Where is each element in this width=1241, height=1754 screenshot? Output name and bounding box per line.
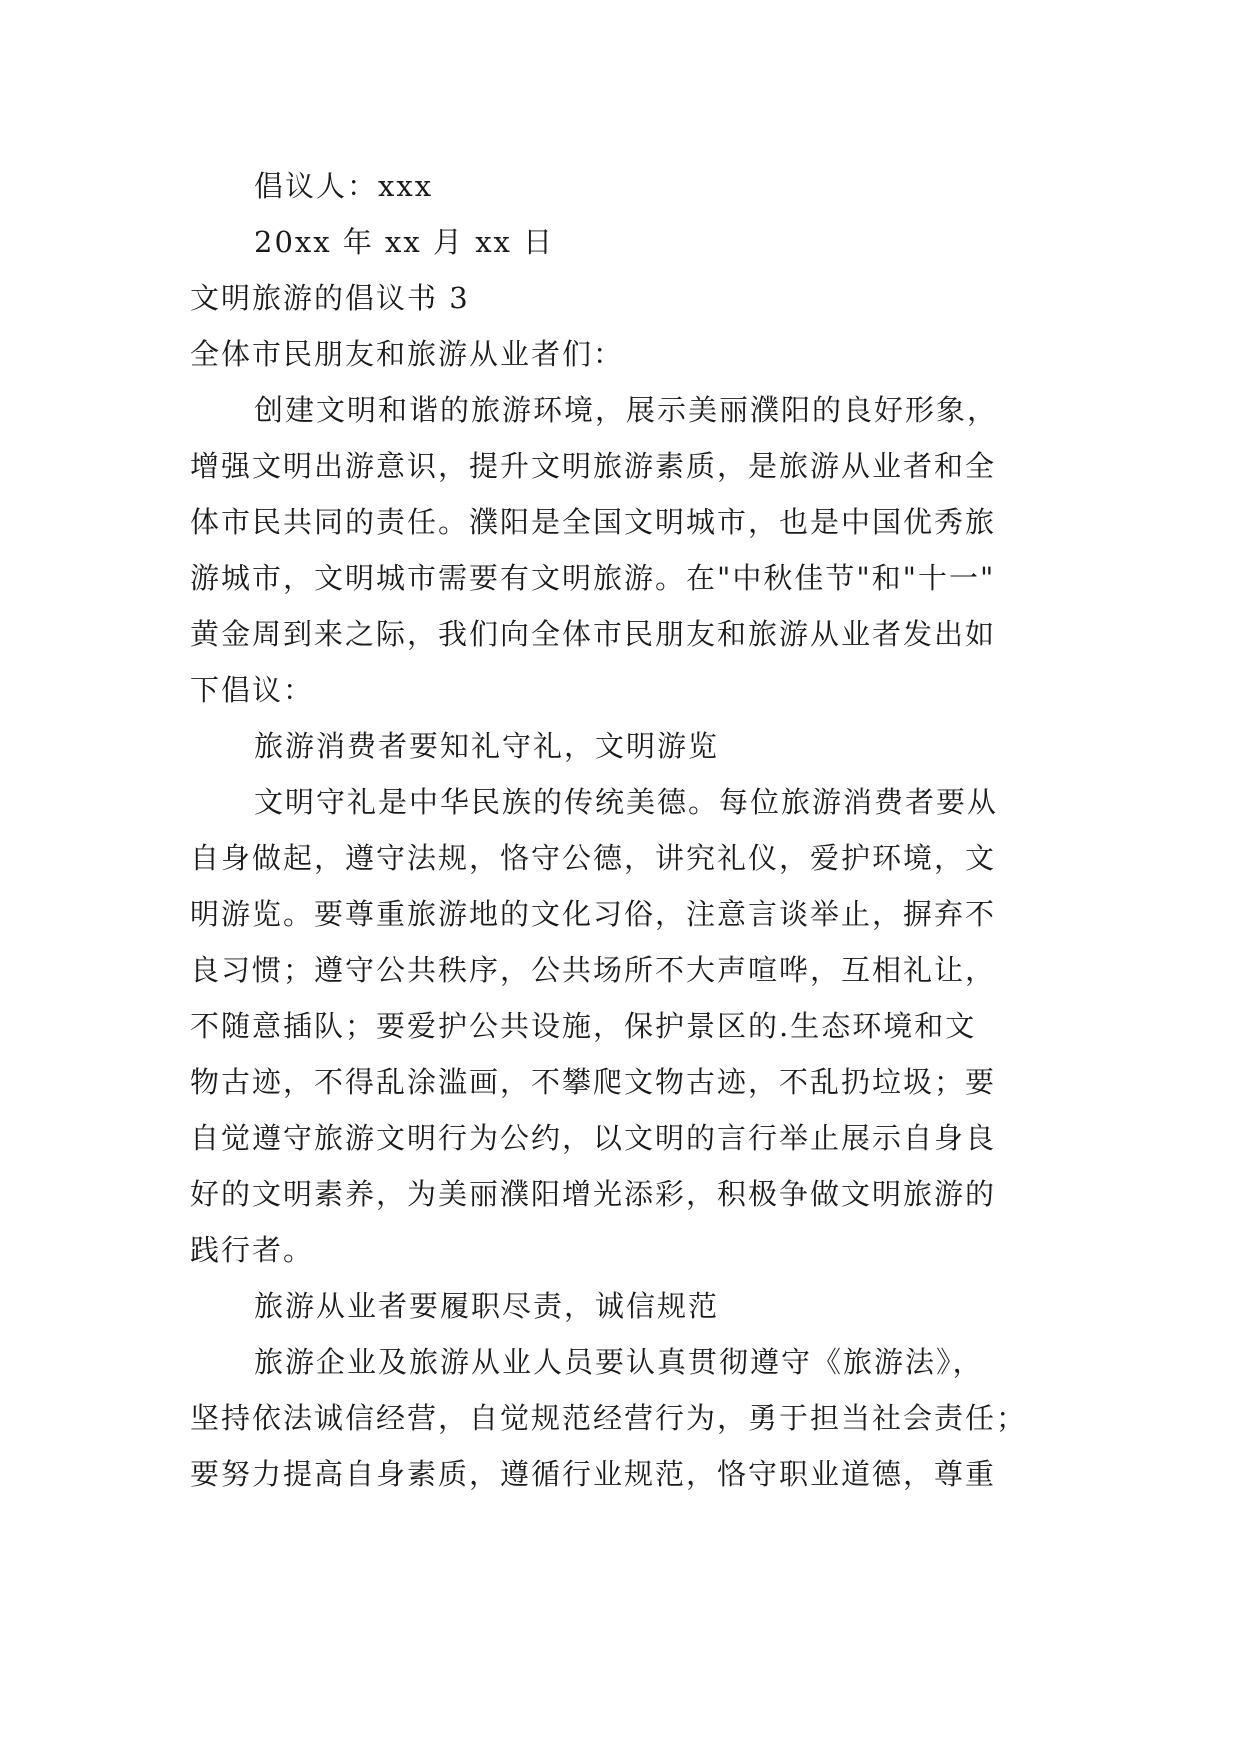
paragraph-line: 黄金周到来之际，我们向全体市民朋友和旅游从业者发出如 (190, 617, 997, 651)
paragraph-line: 物古迹，不得乱涂滥画，不攀爬文物古迹，不乱扔垃圾；要 (190, 1065, 997, 1099)
proposer-line: 倡议人：xxx (254, 169, 434, 203)
paragraph-line: 践行者。 (190, 1233, 315, 1267)
heading-consumers: 旅游消费者要知礼守礼，文明游览 (254, 729, 720, 763)
paragraph-line: 下倡议： (190, 673, 315, 707)
paragraph-line: 自身做起，遵守法规，恪守公德，讲究礼仪，爱护环境，文 (190, 841, 997, 875)
paragraph-line: 自觉遵守旅游文明行为公约，以文明的言行举止展示自身良 (190, 1121, 997, 1155)
paragraph-line: 体市民共同的责任。濮阳是全国文明城市，也是中国优秀旅 (190, 505, 997, 539)
paragraph-line: 明游览。要尊重旅游地的文化习俗，注意言谈举止，摒弃不 (190, 897, 997, 931)
date-line: 20xx 年 xx 月 xx 日 (254, 225, 555, 259)
paragraph-line: 良习惯；遵守公共秩序，公共场所不大声喧哗，互相礼让， (190, 953, 997, 987)
paragraph-line: 文明守礼是中华民族的传统美德。每位旅游消费者要从 (254, 785, 999, 819)
section-title: 文明旅游的倡议书 3 (190, 281, 470, 315)
heading-practitioners: 旅游从业者要履职尽责，诚信规范 (254, 1289, 720, 1323)
paragraph-line: 游城市，文明城市需要有文明旅游。在"中秋佳节"和"十一" (190, 561, 996, 595)
paragraph-line: 创建文明和谐的旅游环境，展示美丽濮阳的良好形象， (254, 393, 999, 427)
paragraph-line: 要努力提高自身素质，遵循行业规范，恪守职业道德，尊重 (190, 1457, 997, 1491)
paragraph-line: 好的文明素养，为美丽濮阳增光添彩，积极争做文明旅游的 (190, 1177, 997, 1211)
paragraph-line: 旅游企业及旅游从业人员要认真贯彻遵守《旅游法》， (254, 1345, 984, 1379)
paragraph-line: 不随意插队；要爱护公共设施，保护景区的.生态环境和文 (190, 1009, 977, 1043)
paragraph-line: 增强文明出游意识，提升文明旅游素质，是旅游从业者和全 (190, 449, 997, 483)
paragraph-line: 坚持依法诚信经营，自觉规范经营行为，勇于担当社会责任； (190, 1401, 1028, 1435)
salutation: 全体市民朋友和旅游从业者们： (190, 337, 625, 371)
